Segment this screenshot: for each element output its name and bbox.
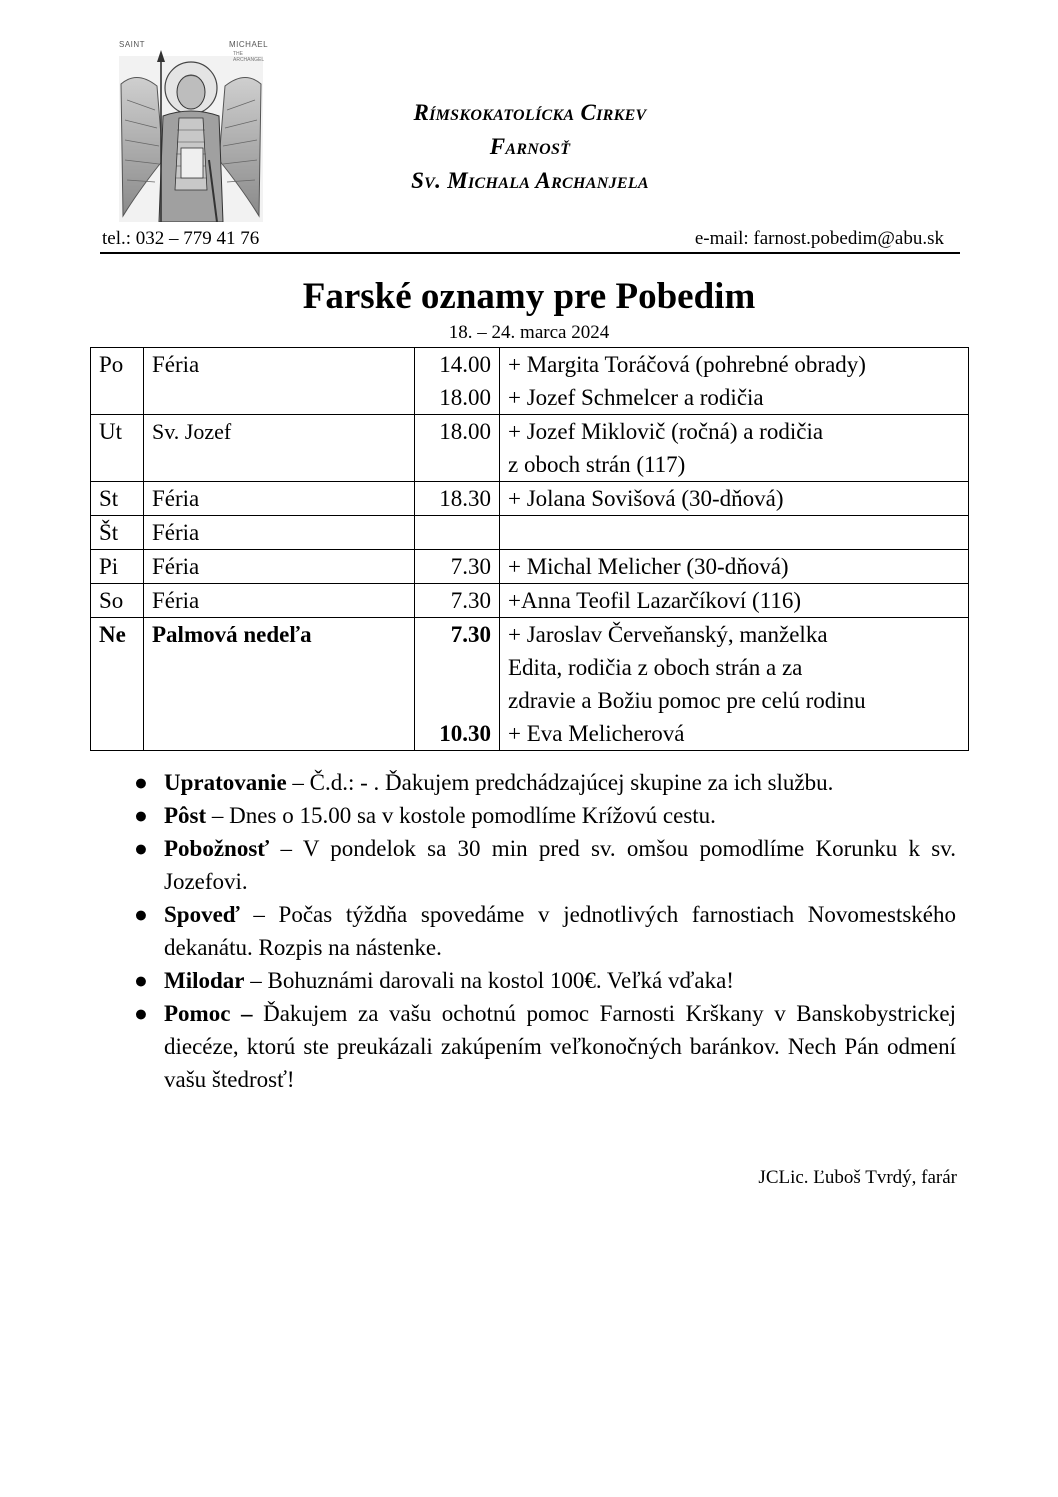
day-cell: Po — [91, 348, 144, 415]
list-item — [134, 964, 956, 997]
table-row — [91, 516, 969, 550]
mass-time: 7.30 — [450, 588, 491, 613]
note-label: Pomoc – — [164, 1001, 253, 1026]
time-cell — [415, 618, 500, 751]
note-text: – Bohuznámi darovali na kostol 100€. Veľká vďaka! — [244, 968, 734, 993]
table-row — [91, 415, 969, 482]
day-cell: So — [91, 584, 144, 618]
date-range: 18. – 24. marca 2024 — [448, 322, 610, 343]
day-cell: Ne — [91, 618, 144, 751]
header-parish: Farnosť — [489, 134, 571, 159]
list-item — [134, 997, 956, 1096]
logo-text-saint: SAINT — [119, 40, 146, 49]
day-cell: Pi — [91, 550, 144, 584]
list-item — [134, 799, 956, 832]
note-label: Upratovanie — [164, 770, 287, 795]
intention-line: zdravie a Božiu pomoc pre celú rodinu — [508, 688, 866, 713]
feast-cell: Sv. Jozef — [144, 415, 415, 482]
mass-time-spacer — [423, 684, 491, 717]
phone-number: tel.: 032 – 779 41 76 — [102, 228, 260, 249]
intention-line: + Jozef Miklovič (ročná) a rodičia — [508, 419, 824, 444]
table-row — [91, 618, 969, 751]
mass-time: 18.30 — [439, 486, 491, 511]
table-row — [91, 584, 969, 618]
announcement-list — [134, 766, 956, 1096]
intention-cell — [500, 584, 969, 618]
time-cell — [415, 584, 500, 618]
logo-text-archangel: THE ARCHANGEL — [233, 51, 265, 63]
feast-cell: Palmová nedeľa — [144, 618, 415, 751]
bullet-icon: ● — [134, 803, 148, 828]
feast-cell: Féria — [144, 348, 415, 415]
intention-line: Edita, rodičia z oboch strán a za — [508, 655, 803, 680]
header-patron: Sv. Michala Archanjela — [411, 168, 649, 193]
mass-time: 18.00 — [439, 385, 491, 410]
note-label: Spoveď — [164, 902, 240, 927]
list-item — [134, 832, 956, 898]
note-label: Pobožnosť — [164, 836, 270, 861]
page-title: Farské oznamy pre Pobedim — [302, 276, 756, 317]
header-church: Rímskokatolícka Cirkev — [413, 100, 647, 125]
day-cell: Ut — [91, 415, 144, 482]
intention-line: z oboch strán (117) — [508, 452, 686, 477]
intention-line: +Anna Teofil Lazarčíkoví (116) — [508, 588, 802, 613]
feast-cell: Féria — [144, 516, 415, 550]
mass-time: 14.00 — [439, 352, 491, 377]
table-row — [91, 482, 969, 516]
mass-schedule-table — [90, 347, 969, 751]
day-cell: St — [91, 482, 144, 516]
day-cell: Št — [91, 516, 144, 550]
feast-cell: Féria — [144, 584, 415, 618]
intention-line: + Jaroslav Červeňanský, manželka — [508, 622, 828, 647]
time-cell — [415, 482, 500, 516]
feast-cell: Féria — [144, 550, 415, 584]
table-row — [91, 348, 969, 415]
intention-cell — [500, 550, 969, 584]
note-text: Ďakujem za vašu ochotnú pomoc Farnosti Krškany v Banskobystrickej diecéze, ktorú ste preukázali zakúpením veľkonočných baránkov. Nech Pán odmení vašu štedrosť! — [164, 1001, 956, 1092]
table-row — [91, 550, 969, 584]
time-cell — [415, 348, 500, 415]
note-label: Milodar — [164, 968, 245, 993]
mass-time: 18.00 — [439, 419, 491, 444]
intention-cell — [500, 482, 969, 516]
intention-line: + Michal Melicher (30-dňová) — [508, 554, 789, 579]
intention-line: + Jolana Sovišová (30-dňová) — [508, 486, 784, 511]
intention-cell — [500, 348, 969, 415]
bullet-icon: ● — [134, 968, 148, 993]
logo-text-michael: MICHAEL — [229, 40, 269, 49]
mass-time-spacer — [423, 651, 491, 684]
intention-line: + Jozef Schmelcer a rodičia — [508, 385, 764, 410]
bullet-icon: ● — [134, 902, 148, 927]
mass-time: 10.30 — [439, 721, 491, 746]
time-cell — [415, 550, 500, 584]
intention-cell — [500, 415, 969, 482]
mass-time: 7.30 — [450, 554, 491, 579]
archangel-illustration — [119, 40, 263, 222]
contact-bar — [100, 226, 960, 254]
feast-cell: Féria — [144, 482, 415, 516]
note-text: – Č.d.: - . Ďakujem predchádzajúcej skupine za ich službu. — [286, 770, 834, 795]
mass-time: 7.30 — [450, 622, 491, 647]
saint-michael-icon-logo — [119, 40, 269, 222]
bullet-icon: ● — [134, 770, 148, 795]
signature: JCLic. Ľuboš Tvrdý, farár — [758, 1167, 957, 1188]
bullet-icon: ● — [134, 836, 148, 861]
list-item — [134, 898, 956, 964]
intention-line: + Margita Toráčová (pohrebné obrady) — [508, 352, 866, 377]
list-item — [134, 766, 956, 799]
note-label: Pôst — [164, 803, 207, 828]
intention-line: + Eva Melicherová — [508, 721, 685, 746]
time-cell — [415, 415, 500, 482]
note-text: – Počas týždňa spovedáme v jednotlivých farnostiach Novomestského dekanátu. Rozpis na nástenke. — [164, 902, 956, 960]
note-text: – V pondelok sa 30 min pred sv. omšou pomodlíme Korunku k sv. Jozefovi. — [164, 836, 956, 894]
bullet-icon: ● — [134, 1001, 148, 1026]
email-address: e-mail: farnost.pobedim@abu.sk — [694, 228, 944, 249]
time-cell — [415, 516, 500, 550]
note-text: – Dnes o 15.00 sa v kostole pomodlíme Krížovú cestu. — [206, 803, 716, 828]
intention-cell — [500, 618, 969, 751]
intention-cell — [500, 516, 969, 550]
